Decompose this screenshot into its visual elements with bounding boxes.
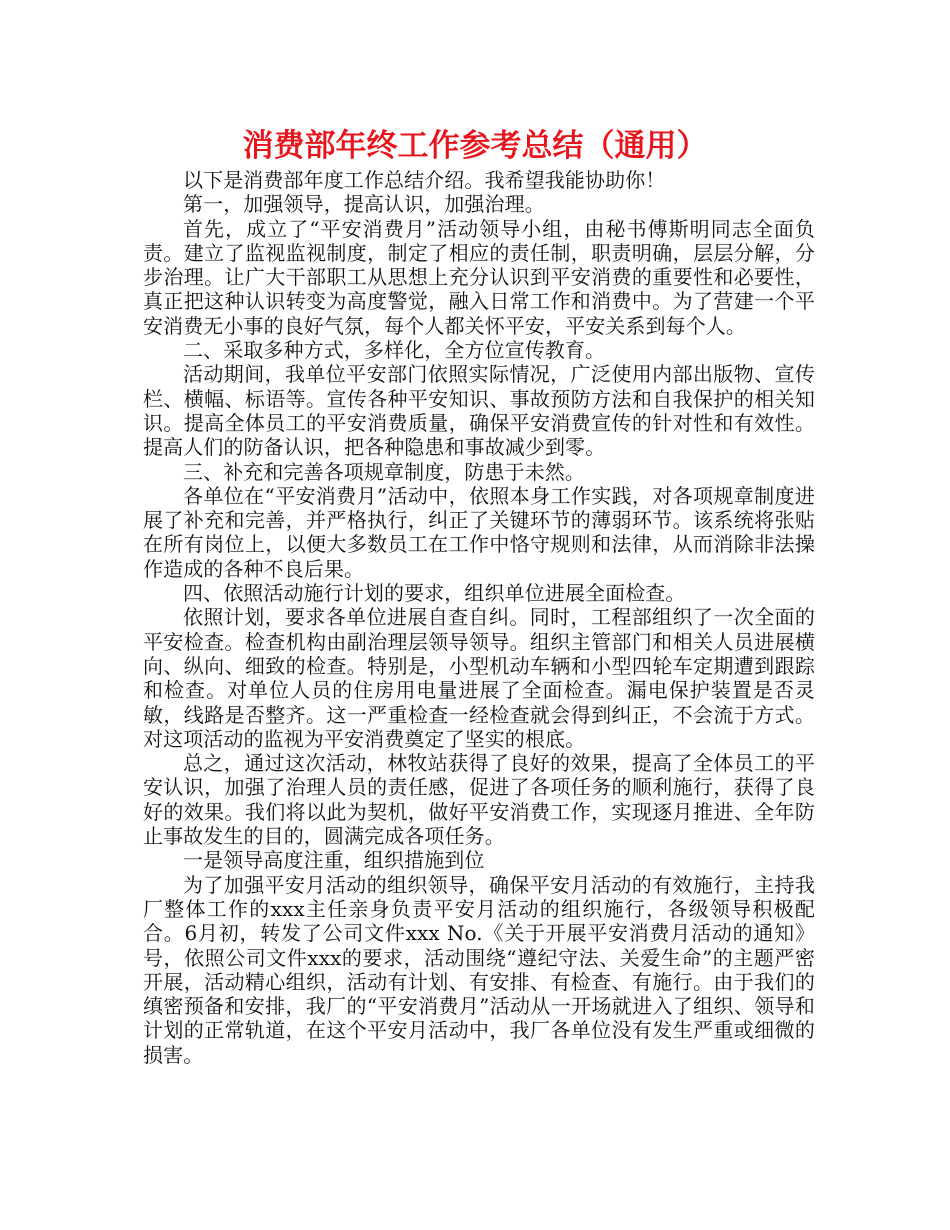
- paragraph-inspection: 依照计划，要求各单位进展自查自纠。同时，工程部组织了一次全面的平安检查。检查机构由副治理层领导领导。组织主管部门和相关人员进展横向、纵向、细致的检查。特别是，小型机动车辆和小型四轮车定期遭到跟踪和检查。对单位人员的住房用电量进展了全面检查。漏电保护装置是否灵敏，线路是否整齐。这一严重检查一经检查就会得到纠正，不会流于方式。对这项活动的监视为平安消费奠定了坚实的根底。: [143, 605, 815, 751]
- paragraph-heading-2: 二、采取多种方式，多样化，全方位宣传教育。: [183, 338, 606, 363]
- paragraph-publicity: 活动期间，我单位平安部门依照实际情况，广泛使用内部出版物、宣传栏、横幅、标语等。宣传各种平安知识、事故预防方法和自我保护的相关知识。提高全体员工的平安消费质量，确保平安消费宣传的针对性和有效性。提高人们的防备认识，把各种隐患和事故减少到零。: [143, 362, 815, 460]
- document-body: [143, 168, 815, 1067]
- paragraph-organization: 为了加强平安月活动的组织领导，确保平安月活动的有效施行，主持我厂整体工作的xxx主任亲身负责平安月活动的组织施行，各级领导积极配合。6月初，转发了公司文件xxx No.《关于开展平安消费月活动的通知》号，依照公司文件xxx的要求，活动围绕“遵纪守法、关爱生命”的主题严密开展，活动精心组织，活动有计划、有安排、有检查、有施行。由于我们的缜密预备和安排，我厂的“平安消费月”活动从一开场就进入了组织、领导和计划的正常轨道，在这个平安月活动中，我厂各单位没有发生严重或细微的损害。: [143, 872, 815, 1067]
- paragraph-heading-1: 第一，加强领导，提高认识，加强治理。: [183, 192, 545, 217]
- document-title: 消费部年终工作参考总结（通用）: [242, 128, 708, 164]
- paragraph-leadership: 首先，成立了“平安消费月”活动领导小组，由秘书傅斯明同志全面负责。建立了监视监视制度，制定了相应的责任制，职责明确，层层分解，分步治理。让广大干部职工从思想上充分认识到平安消费的重要性和必要性，真正把这种认识转变为高度警觉，融入日常工作和消费中。为了营建一个平安消费无小事的良好气氛，每个人都关怀平安，平安关系到每个人。: [143, 216, 815, 338]
- paragraph-intro: 以下是消费部年度工作总结介绍。我希望我能协助你！: [183, 168, 666, 192]
- paragraph-heading-4: 四、依照活动施行计划的要求，组织单位进展全面检查。: [183, 581, 686, 606]
- paragraph-heading-3: 三、补充和完善各项规章制度，防患于未然。: [183, 459, 585, 484]
- paragraph-regulations: 各单位在“平安消费月”活动中，依照本身工作实践，对各项规章制度进展了补充和完善，并严格执行，纠正了关键环节的薄弱环节。该系统将张贴在所有岗位上，以便大多数员工在工作中恪守规则和法律，从而消除非法操作造成的各种不良后果。: [143, 483, 815, 581]
- paragraph-conclusion: 总之，通过这次活动，林牧站获得了良好的效果，提高了全体员工的平安认识，加强了治理人员的责任感，促进了各项任务的顺利施行，获得了良好的效果。我们将以此为契机，做好平安消费工作，实现逐月推进、全年防止事故发生的目的，圆满完成各项任务。: [143, 751, 815, 849]
- paragraph-heading-5: 一是领导高度注重，组织措施到位: [183, 848, 485, 873]
